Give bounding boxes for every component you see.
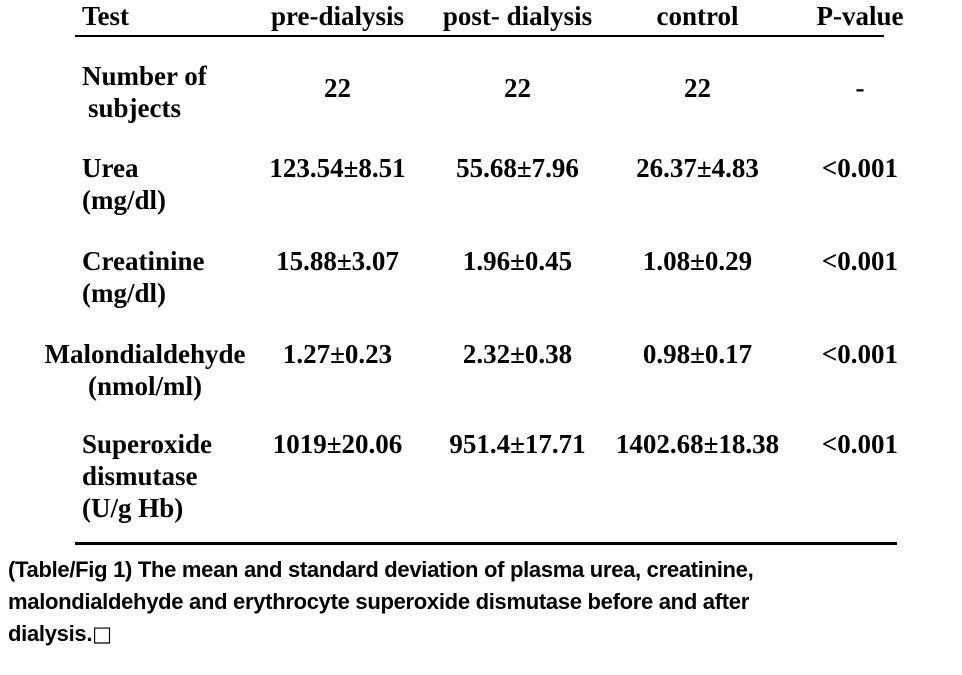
row-label-line: subjects <box>88 93 181 123</box>
row-label-line: Creatinine <box>82 246 205 276</box>
cell-control: 1402.68±18.38 <box>615 429 780 459</box>
cell-control: 1.08±0.29 <box>642 246 753 276</box>
footer-rule <box>75 542 897 545</box>
row-label-line: (mg/dl) <box>82 278 166 308</box>
row-label <box>40 428 250 524</box>
cell-p-value: <0.001 <box>821 246 899 276</box>
caption-line <box>8 618 908 650</box>
cell-post-dialysis: 951.4±17.71 <box>449 429 586 459</box>
table-header-row <box>40 0 935 35</box>
cell-post-dialysis: 2.32±0.38 <box>462 339 573 369</box>
cell-post-dialysis: 22 <box>504 73 531 103</box>
cell-control: 22 <box>684 73 711 103</box>
cell-post-dialysis: 1.96±0.45 <box>462 246 573 276</box>
row-label-line: dismutase <box>82 461 198 491</box>
missing-glyph-box: □ <box>92 622 112 646</box>
caption-line: malondialdehyde and erythrocyte superoxide dismutase before and after <box>8 589 749 614</box>
cell-control: 0.98±0.17 <box>642 339 753 369</box>
cell-post-dialysis: 55.68±7.96 <box>456 153 579 183</box>
row-label <box>40 338 250 402</box>
cell-p-value: <0.001 <box>821 339 899 369</box>
table-row-number-of-subjects <box>40 60 935 152</box>
table-row-malondialdehyde <box>40 338 935 428</box>
table-row-creatinine <box>40 245 935 338</box>
cell-control: 26.37±4.83 <box>636 153 759 183</box>
row-label-line: Number of <box>82 61 207 91</box>
column-header-pre-dialysis: pre-dialysis <box>270 1 405 31</box>
row-label <box>40 60 250 124</box>
caption-line-text: dialysis. <box>8 621 93 646</box>
cell-pre-dialysis: 15.88±3.07 <box>276 246 399 276</box>
table-row-superoxide-dismutase <box>40 428 935 542</box>
header-rule <box>75 35 884 37</box>
row-label-line: Superoxide <box>82 429 213 459</box>
cell-pre-dialysis: 123.54±8.51 <box>269 153 406 183</box>
cell-pre-dialysis: 1019±20.06 <box>272 429 403 459</box>
column-header-test: Test <box>82 1 130 31</box>
column-header-p-value: P-value <box>816 1 904 31</box>
column-header-control: control <box>656 1 739 31</box>
row-label-line: Urea <box>82 153 139 183</box>
row-label-line: (nmol/ml) <box>88 371 202 401</box>
caption-line: (Table/Fig 1) The mean and standard deviation of plasma urea, creatinine, <box>8 557 754 582</box>
cell-p-value: - <box>855 73 865 103</box>
column-header-post-dialysis: post- dialysis <box>442 1 593 31</box>
table-caption <box>8 554 908 650</box>
cell-p-value: <0.001 <box>821 153 899 183</box>
cell-pre-dialysis: 1.27±0.23 <box>282 339 393 369</box>
data-table <box>40 0 935 545</box>
table-row-urea <box>40 152 935 245</box>
cell-pre-dialysis: 22 <box>324 73 351 103</box>
cell-p-value: <0.001 <box>821 429 899 459</box>
row-label-line: Malondialdehyde <box>44 339 246 369</box>
row-label-line: (U/g Hb) <box>82 493 184 523</box>
row-label <box>40 152 250 216</box>
row-label-line: (mg/dl) <box>82 185 166 215</box>
row-label <box>40 245 250 309</box>
